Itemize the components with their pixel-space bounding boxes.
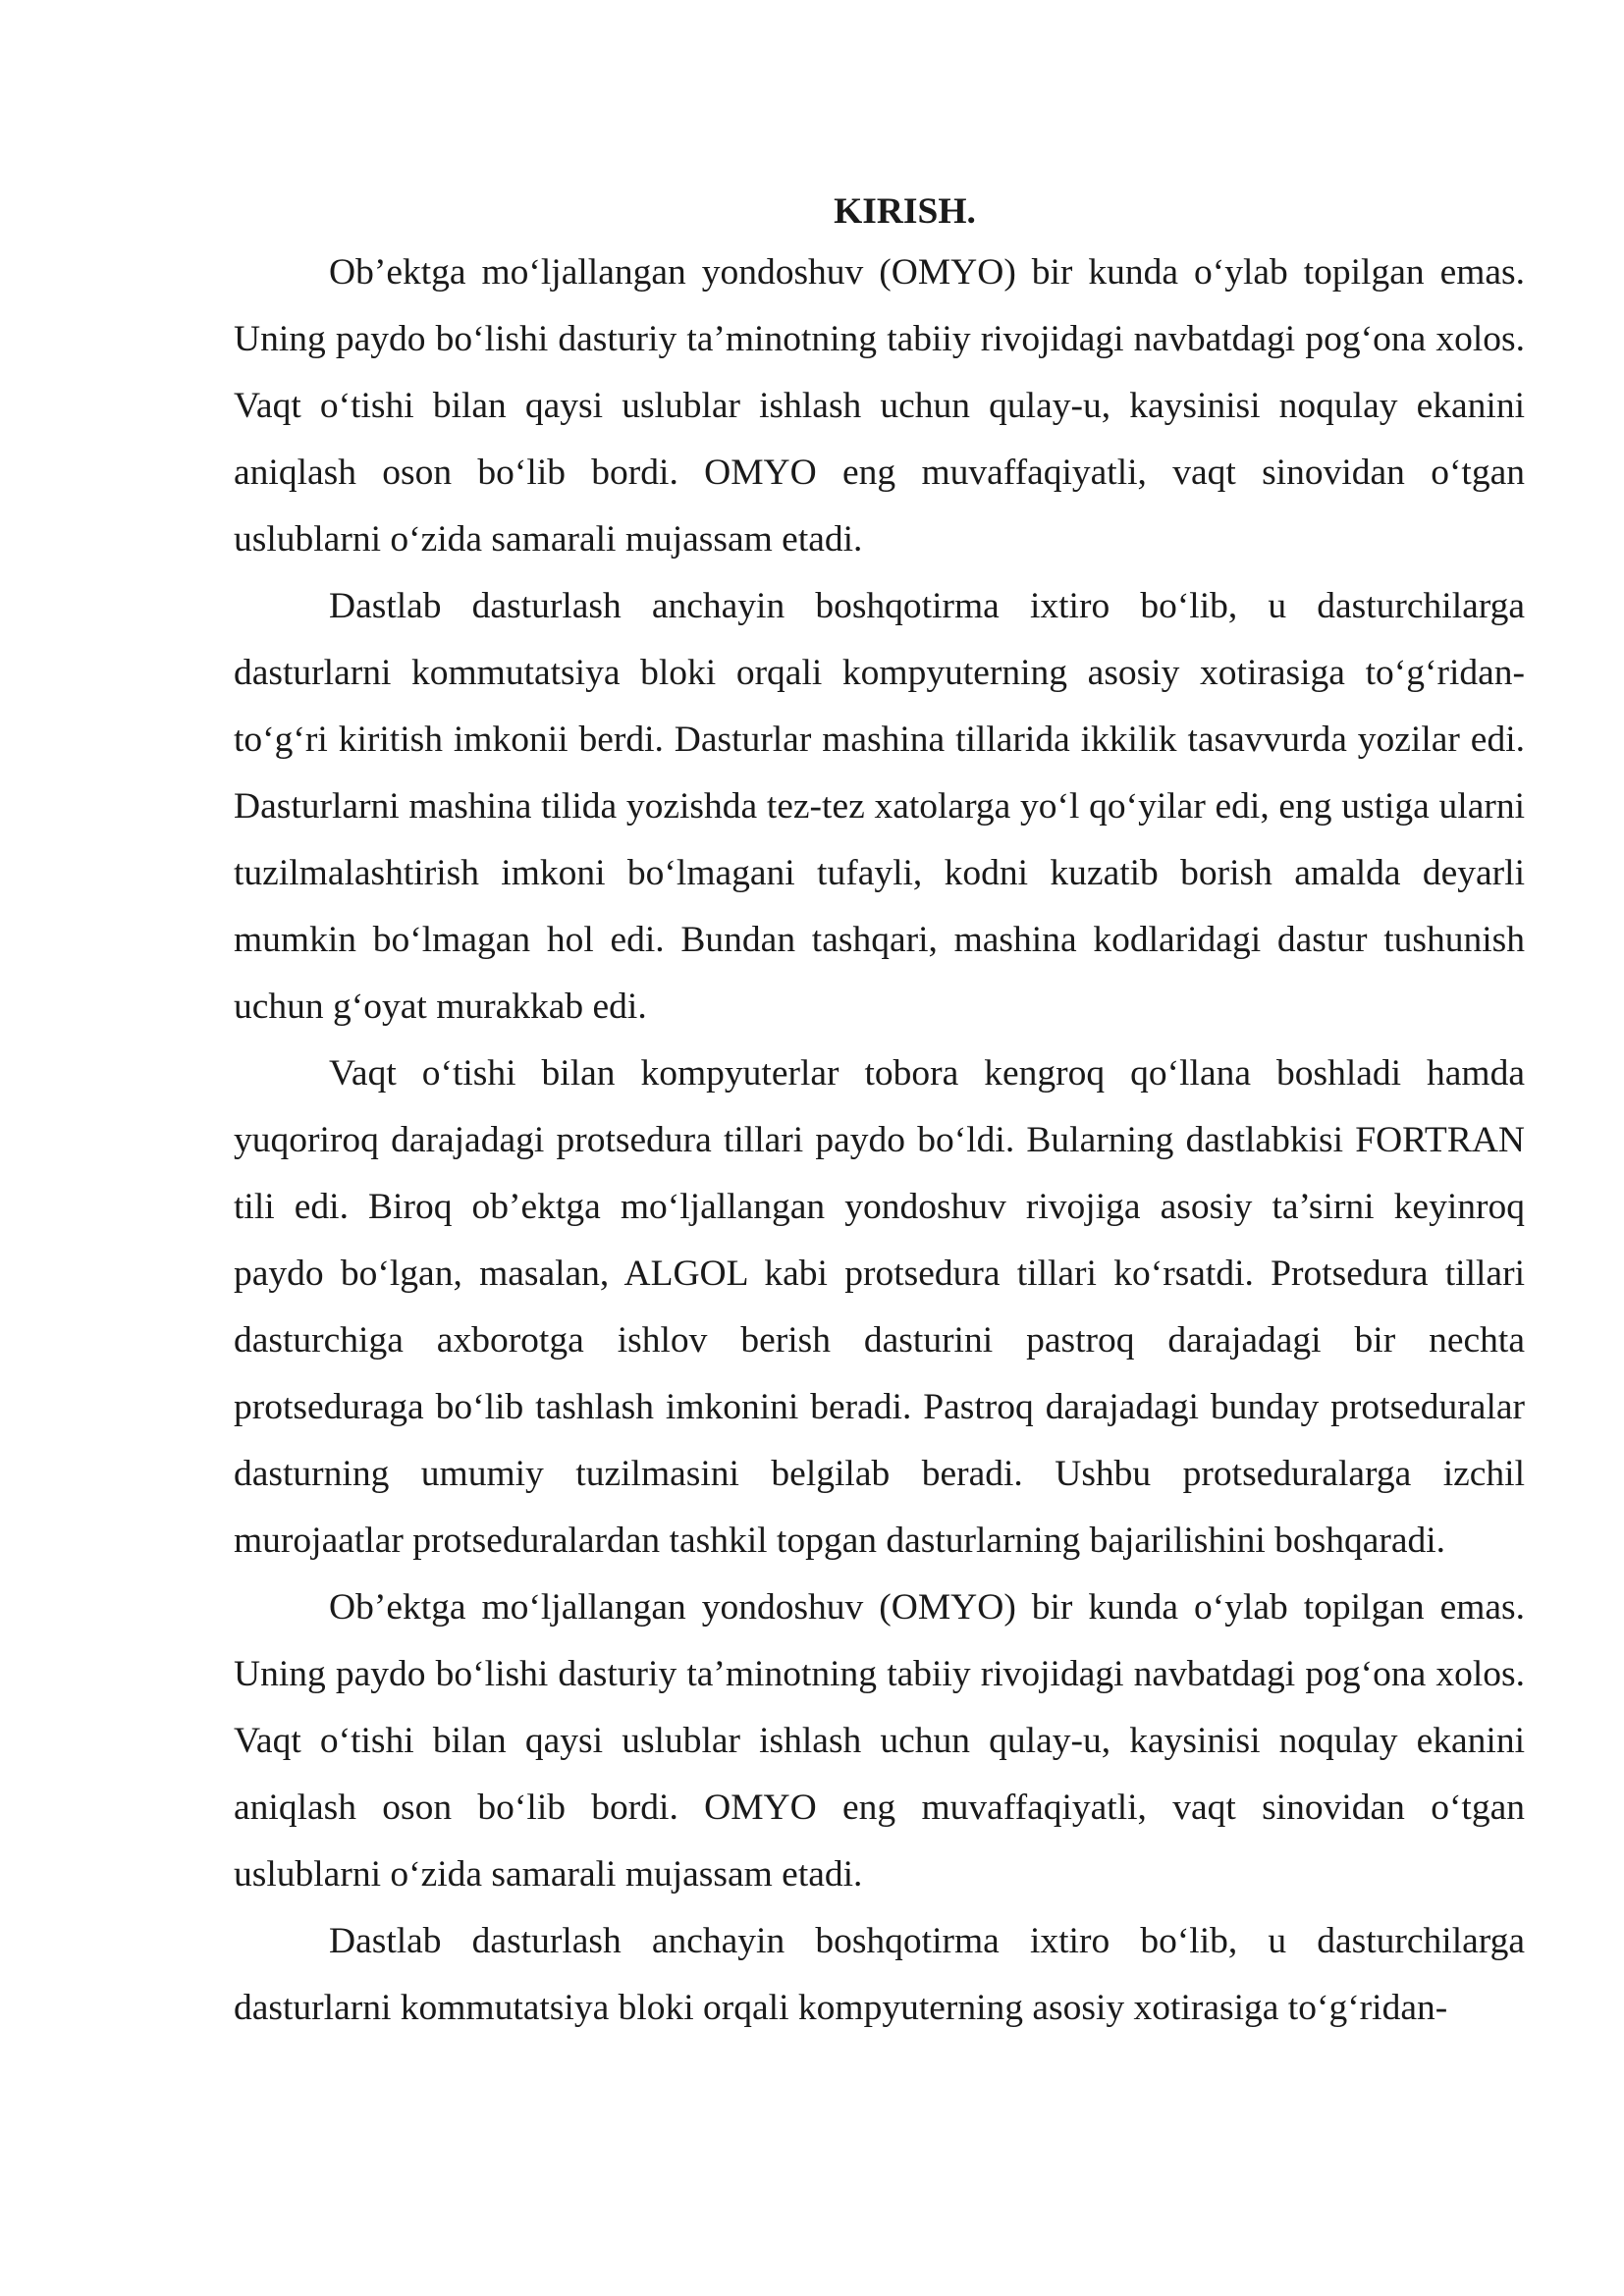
paragraph: Dastlab dasturlash anchayin boshqotirma ixtiro bo‘lib, u dasturchilarga dasturlarni kommutatsiya bloki orqali kompyuterning asosiy xotirasiga to‘g‘ridan-to‘g‘ri kiritish imkonii berdi. Dasturlar mashina tillarida ikkilik tasavvurda yozilar edi. Dasturlarni mashina tilida yozishda tez-tez xatolarga yo‘l qo‘yilar edi, eng ustiga ularni tuzilmalashtirish imkoni bo‘lmagani tufayli, kodni kuzatib borish amalda deyarli mumkin bo‘lmagan hol edi. Bundan tashqari, mashina kodlaridagi dastur tushunish uchun g‘oyat murakkab edi. xyxy=(234,586,1525,1027)
paragraph: Ob’ektga mo‘ljallangan yondoshuv (OMYO) bir kunda o‘ylab topilgan emas. Uning paydo bo‘lishi dasturiy ta’minotning tabiiy rivojidagi navbatdagi pog‘ona xolos. Vaqt o‘tishi bilan qaysi uslublar ishlash uchun qulay-u, kaysinisi noqulay ekanini aniqlash oson bo‘lib bordi. OMYO eng muvaffaqiyatli, vaqt sinovidan o‘tgan uslublarni o‘zida samarali mujassam etadi. xyxy=(234,1587,1525,1895)
paragraph: Ob’ektga mo‘ljallangan yondoshuv (OMYO) bir kunda o‘ylab topilgan emas. Uning paydo bo‘lishi dasturiy ta’minotning tabiiy rivojidagi navbatdagi pog‘ona xolos. Vaqt o‘tishi bilan qaysi uslublar ishlash uchun qulay-u, kaysinisi noqulay ekanini aniqlash oson bo‘lib bordi. OMYO eng muvaffaqiyatli, vaqt sinovidan o‘tgan uslublarni o‘zida samarali mujassam etadi. xyxy=(234,252,1525,560)
document-body xyxy=(234,183,1525,2042)
paragraph: Vaqt o‘tishi bilan kompyuterlar tobora kengroq qo‘llana boshladi hamda yuqoriroq darajadagi protsedura tillari paydo bo‘ldi. Bularning dastlabkisi FORTRAN tili edi. Biroq ob’ektga mo‘ljallangan yondoshuv rivojiga asosiy ta’sirni keyinroq paydo bo‘lgan, masalan, ALGOL kabi protsedura tillari ko‘rsatdi. Protsedura tillari dasturchiga axborotga ishlov berish dasturini pastroq darajadagi bir nechta protseduraga bo‘lib tashlash imkonini beradi. Pastroq darajadagi bunday protseduralar dasturning umumiy tuzilmasini belgilab beradi. Ushbu protseduralarga izchil murojaatlar protseduralardan tashkil topgan dasturlarning bajarilishini boshqaradi. xyxy=(234,1053,1525,1561)
page-title: KIRISH. xyxy=(834,191,976,232)
paragraph: Dastlab dasturlash anchayin boshqotirma ixtiro bo‘lib, u dasturchilarga dasturlarni kommutatsiya bloki orqali kompyuterning asosiy xotirasiga to‘g‘ridan- xyxy=(234,1921,1525,2028)
